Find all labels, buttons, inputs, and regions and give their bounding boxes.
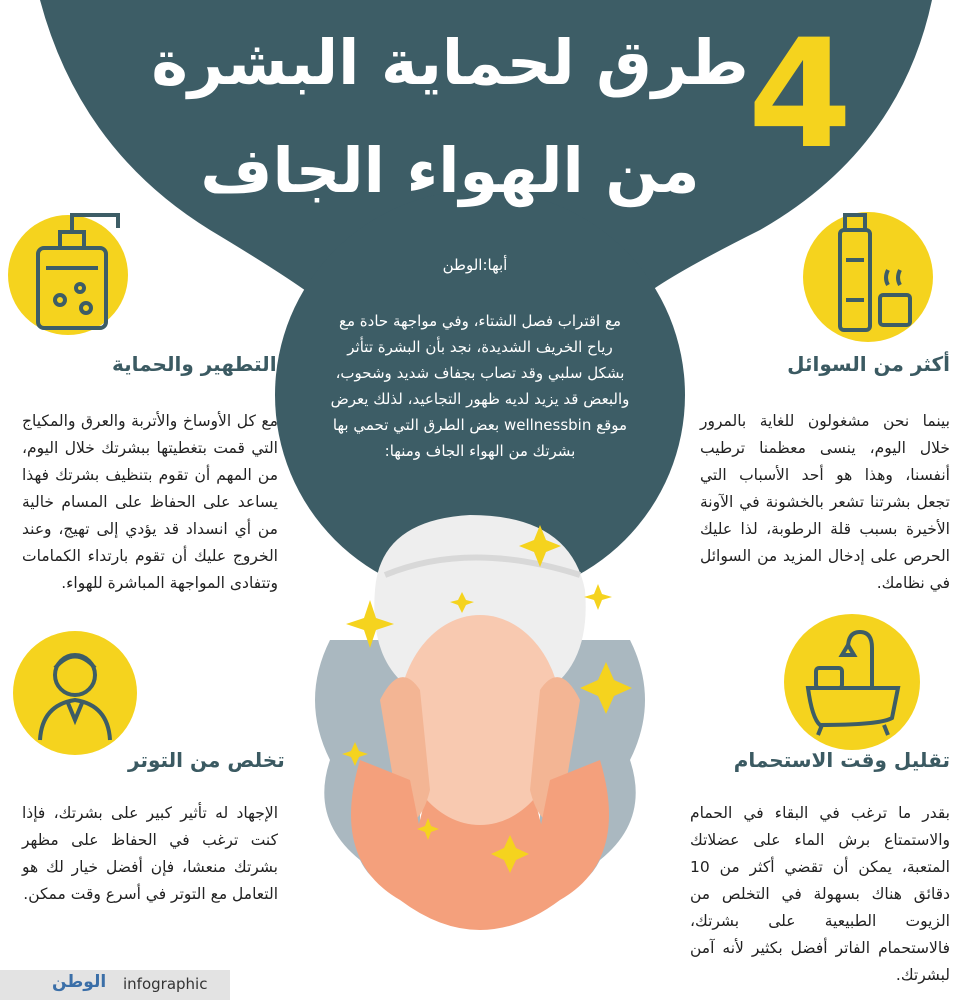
brand-logo: الوطن <box>52 972 107 992</box>
page-title-line-1: طرق لحماية البشرة <box>151 26 749 99</box>
tip-text-fluids: بينما نحن مشغولون للغاية بالمرور خلال اليوم، ينسى معظمنا ترطيب أنفسنا، وهذا هو أحد الأسباب التي تجعل بشرتنا تشعر بالخشونة في الآونة الأخيرة بسبب قلة الرطوبة، لذا عليك الحرص على إدخال المزيد من السوائل في نظامك. <box>700 412 950 592</box>
byline: أبها:الوطن <box>442 256 508 274</box>
tip-text-stress: الإجهاد له تأثير كبير على بشرتك، فإذا كنت ترغب في الحفاظ على مظهر بشرتك منعشا، فإن أفضل خيار لك هو التعامل مع التوتر في أسرع وقت ممكن. <box>22 804 278 903</box>
tip-text-shower: بقدر ما ترغب في البقاء في الحمام والاستمتاع برش الماء على عضلاتك المتعبة، يمكن أن تقضي أكثر من 10 دقائق هناك بسهولة في التخلص من الزيوت الطبيعية على بشرتك، فالاستحمام الفاتر أفضل بكثير لأنه آمن لبشرتك. <box>690 804 950 984</box>
sparkle-icon <box>584 584 612 610</box>
intro-text: مع اقتراب فصل الشتاء، وفي مواجهة حادة مع رياح الخريف الشديدة، نجد بأن البشرة تتأثر بشكل سلبي وقد تصاب بجفاف شديد وشحوب، والبعض قد يزيد لديه ظهور التجاعيد، لذلك يعرض موقع wellnessbin بعض الطرق التي تحمي بها بشرتك من الهواء الجاف ومنها: <box>330 312 630 460</box>
footer-label: infographic <box>123 975 208 993</box>
tip-text-cleansing: مع كل الأوساخ والأتربة والعرق والمكياج التي قمت بتغطيتها ببشرتك خلال اليوم، من المهم أن تقوم بتنظيف بشرتك فهذا يساعد على الحفاظ على المسام خالية من أي انسداد قد يؤدي إلى تهيج، وعند الخروج عليك أن تقوم بارتداء الكمامات وتتفادى المواجهة المباشرة للهواء. <box>22 412 278 592</box>
tip-heading-shower: تقليل وقت الاستحمام <box>733 748 950 772</box>
tip-heading-fluids: أكثر من السوائل <box>787 352 950 376</box>
tip-heading-cleansing: التطهير والحماية <box>112 352 277 376</box>
woman-illustration <box>315 515 645 930</box>
tip-heading-stress: تخلص من التوتر <box>128 748 285 772</box>
title-number: 4 <box>747 8 853 182</box>
page-title-line-2: من الهواء الجاف <box>200 134 700 207</box>
